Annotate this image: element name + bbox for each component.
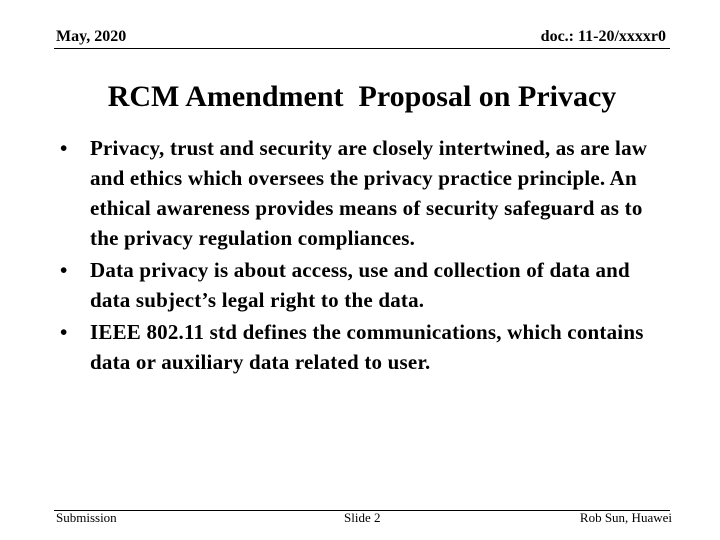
footer-submission: Submission (56, 510, 117, 525)
header-date: May, 2020 (56, 28, 127, 45)
slide-title: RCM Amendment Proposal on Privacy (107, 80, 617, 113)
bullet-item (60, 133, 670, 253)
bullet-icon: • (60, 258, 68, 282)
header-doc-id: doc.: 11-20/xxxxr0 (540, 28, 666, 45)
header-divider (54, 48, 670, 49)
bullet-icon: • (60, 320, 68, 344)
bullet-list (60, 133, 670, 379)
bullet-text: Privacy, trust and security are closely intertwined, as are law and ethics which oversees the privacy practice principle. An ethical awareness provides means of security safeguard as to the privacy regulation compliances. (90, 136, 648, 250)
bullet-text: Data privacy is about access, use and collection of data and data subject’s legal right to the data. (90, 258, 630, 312)
footer-slide-number: Slide 2 (344, 510, 381, 525)
bullet-item (60, 317, 670, 377)
footer-author: Rob Sun, Huawei (579, 510, 672, 525)
bullet-text: IEEE 802.11 std defines the communications, which contains data or auxiliary data related to user. (90, 320, 644, 374)
bullet-icon: • (60, 136, 68, 160)
bullet-item (60, 255, 670, 315)
